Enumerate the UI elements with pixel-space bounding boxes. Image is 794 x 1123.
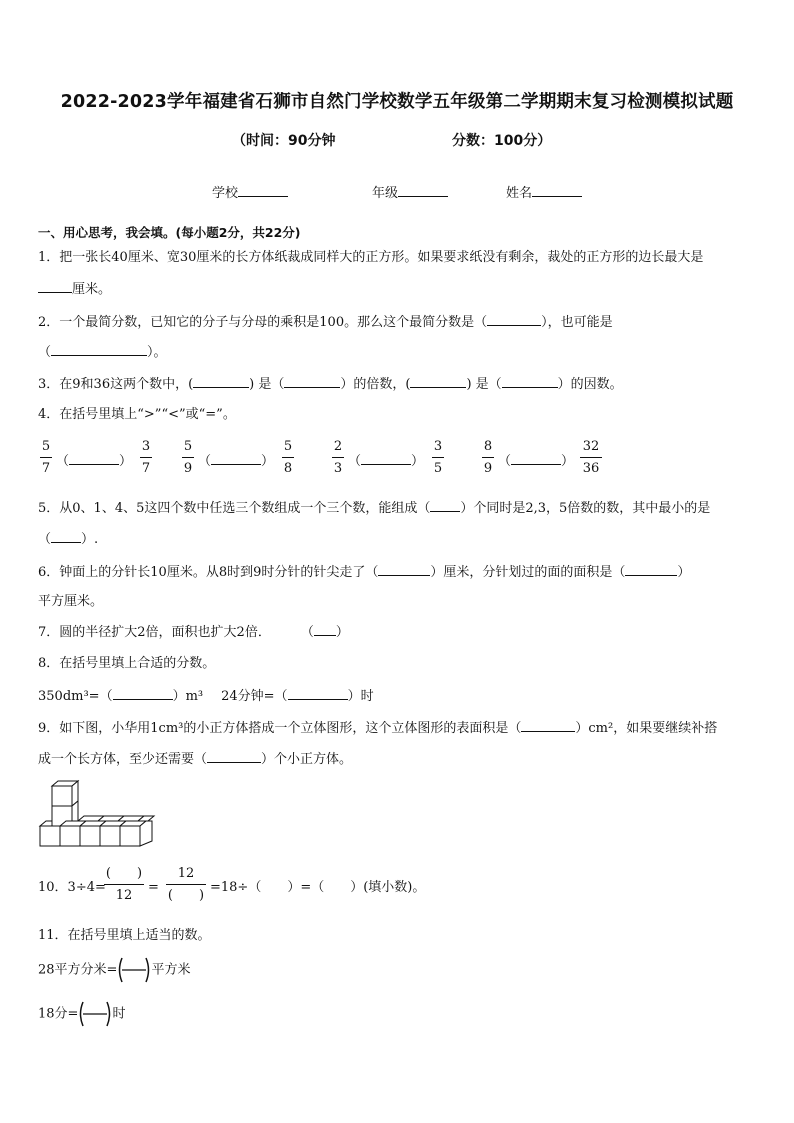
compare-blank: （ ） [498,454,575,469]
grade-label: 年级 [372,186,399,201]
question-7-text: 7．圆的半径扩大2倍，面积也扩大2倍． （ ） [38,625,349,640]
answer-blank[interactable] [69,453,119,465]
page-title: 2022-2023学年福建省石狮市自然门学校数学五年级第二学期期末复习检测模拟试题 [60,92,734,112]
fraction-blank[interactable] [78,1006,112,1022]
compare-blank: （ ） [348,454,425,469]
question-4-text: 4．在括号里填上“>”“<”或“=”。 [38,407,236,422]
fraction: 3 5 [433,439,443,476]
question-5-stem: 5．从0、1、4、5这四个数中任选三个数组成一个三个数，能组成（ [38,501,431,516]
answer-blank[interactable] [625,564,677,576]
question-3-part: ) 是（ [249,377,285,392]
question-3-text [38,376,623,393]
name-field[interactable] [506,182,582,201]
name-blank[interactable] [532,184,582,197]
compare-blank: （ ） [198,454,275,469]
fraction: 3 7 [141,439,151,476]
question-5-text [38,500,710,517]
fraction: 2 3 [333,439,343,476]
question-9-text-2: 成一个长方体，至少还需要（ ）个小正方体。 [38,752,353,767]
question-2-tail: ），也可能是 [541,315,613,330]
grade-field[interactable] [372,182,448,201]
answer-blank[interactable] [410,376,466,388]
question-1-answer [38,281,111,298]
question-10-label: 10．3÷4= [38,880,106,895]
answer-blank[interactable] [502,376,558,388]
question-9-text [38,720,717,737]
answer-blank[interactable] [378,564,430,576]
question-3-tail: ）的因数。 [557,377,623,392]
question-3-part: ）的倍数，( [340,377,411,392]
fraction[interactable]: 12 ( ) [167,866,205,903]
question-9-stem: 9．如下图，小华用1cm³的小正方体搭成一个立体图形，这个立体图形的表面积是（ [38,721,522,736]
fraction: 5 7 [41,439,51,476]
school-label: 学校 [212,186,239,201]
answer-blank[interactable] [51,344,147,356]
answer-blank[interactable] [314,624,336,636]
fraction: 32 36 [580,439,602,477]
question-6-stem: 6．钟面上的分针长10厘米。从8时到9时分针的针尖走了（ [38,565,379,580]
answer-blank[interactable] [521,720,575,732]
fraction: 5 8 [283,439,293,476]
question-8-text: 8．在括号里填上合适的分数。 [38,656,216,671]
question-6-part: ）厘米，分针划过的面的面积是（ [430,565,626,580]
question-11-text: 11．在括号里填上适当的数。 [38,928,211,943]
paren-open: （ [38,345,52,360]
answer-blank[interactable] [487,314,541,326]
fraction-blank[interactable] [117,962,151,978]
fraction[interactable]: ( ) 12 [105,866,143,903]
question-7-stem: 7．圆的半径扩大2倍，面积也扩大2倍． [38,625,271,640]
question-1-unit: 厘米。 [72,282,112,297]
answer-blank[interactable] [193,376,249,388]
equals-sign: = [148,880,159,895]
school-field[interactable] [212,182,288,201]
question-5-answer: （ ）. [38,532,99,547]
question-8-answers: 350dm³=（ ）m³ 24分钟=（ ）时 [38,689,374,704]
question-3-part: ) 是（ [466,377,502,392]
fraction: 5 9 [183,439,193,476]
answer-blank[interactable] [211,453,261,465]
question-1-text: 1．把一张长40厘米、宽30厘米的长方体纸裁成同样大的正方形。如果要求纸没有剩余，裁处的正方形的边长最大是 [38,250,704,265]
answer-blank[interactable] [284,376,340,388]
question-11-item-2: 18分= 时 [38,1006,125,1023]
fraction: 8 9 [483,439,493,476]
question-9-tail: ）cm²，如果要继续补搭 [575,721,718,736]
exam-time: （时间：90分钟 [232,133,336,149]
answer-blank[interactable] [51,531,81,543]
answer-blank[interactable] [430,500,460,512]
question-2-stem: 2．一个最简分数，已知它的分子与分母的乘积是100。那么这个最简分数是（ [38,315,488,330]
exam-score: 分数：100分） [452,133,552,149]
answer-blank[interactable] [361,453,411,465]
name-label: 姓名 [506,186,533,201]
question-6-unit: 平方厘米。 [38,594,104,609]
question-2-text [38,314,613,331]
question-10-tail: =18÷（ ）=（ ）(填小数)。 [210,880,426,895]
question-2-answer [38,344,167,361]
compare-blank: （ ） [56,454,133,469]
cube-figure [38,778,158,850]
answer-blank[interactable] [288,688,348,700]
question-6-text: 6．钟面上的分针长10厘米。从8时到9时分针的针尖走了（ ）厘米，分针划过的面的面积是（ ） [38,565,691,580]
grade-blank[interactable] [398,184,448,197]
answer-blank[interactable] [207,751,261,763]
answer-blank[interactable] [38,281,72,293]
school-blank[interactable] [238,184,288,197]
question-3-stem: 3．在9和36这两个数中，( [38,377,194,392]
answer-blank[interactable] [113,688,173,700]
paren-close: ）。 [147,345,167,360]
answer-blank[interactable] [511,453,561,465]
question-11-item-1: 28平方分米= 平方米 [38,962,190,979]
section-heading: 一、用心思考，我会填。(每小题2分，共22分) [38,225,301,240]
question-5-tail: ）个同时是2,3，5倍数的数，其中最小的是 [460,501,711,516]
